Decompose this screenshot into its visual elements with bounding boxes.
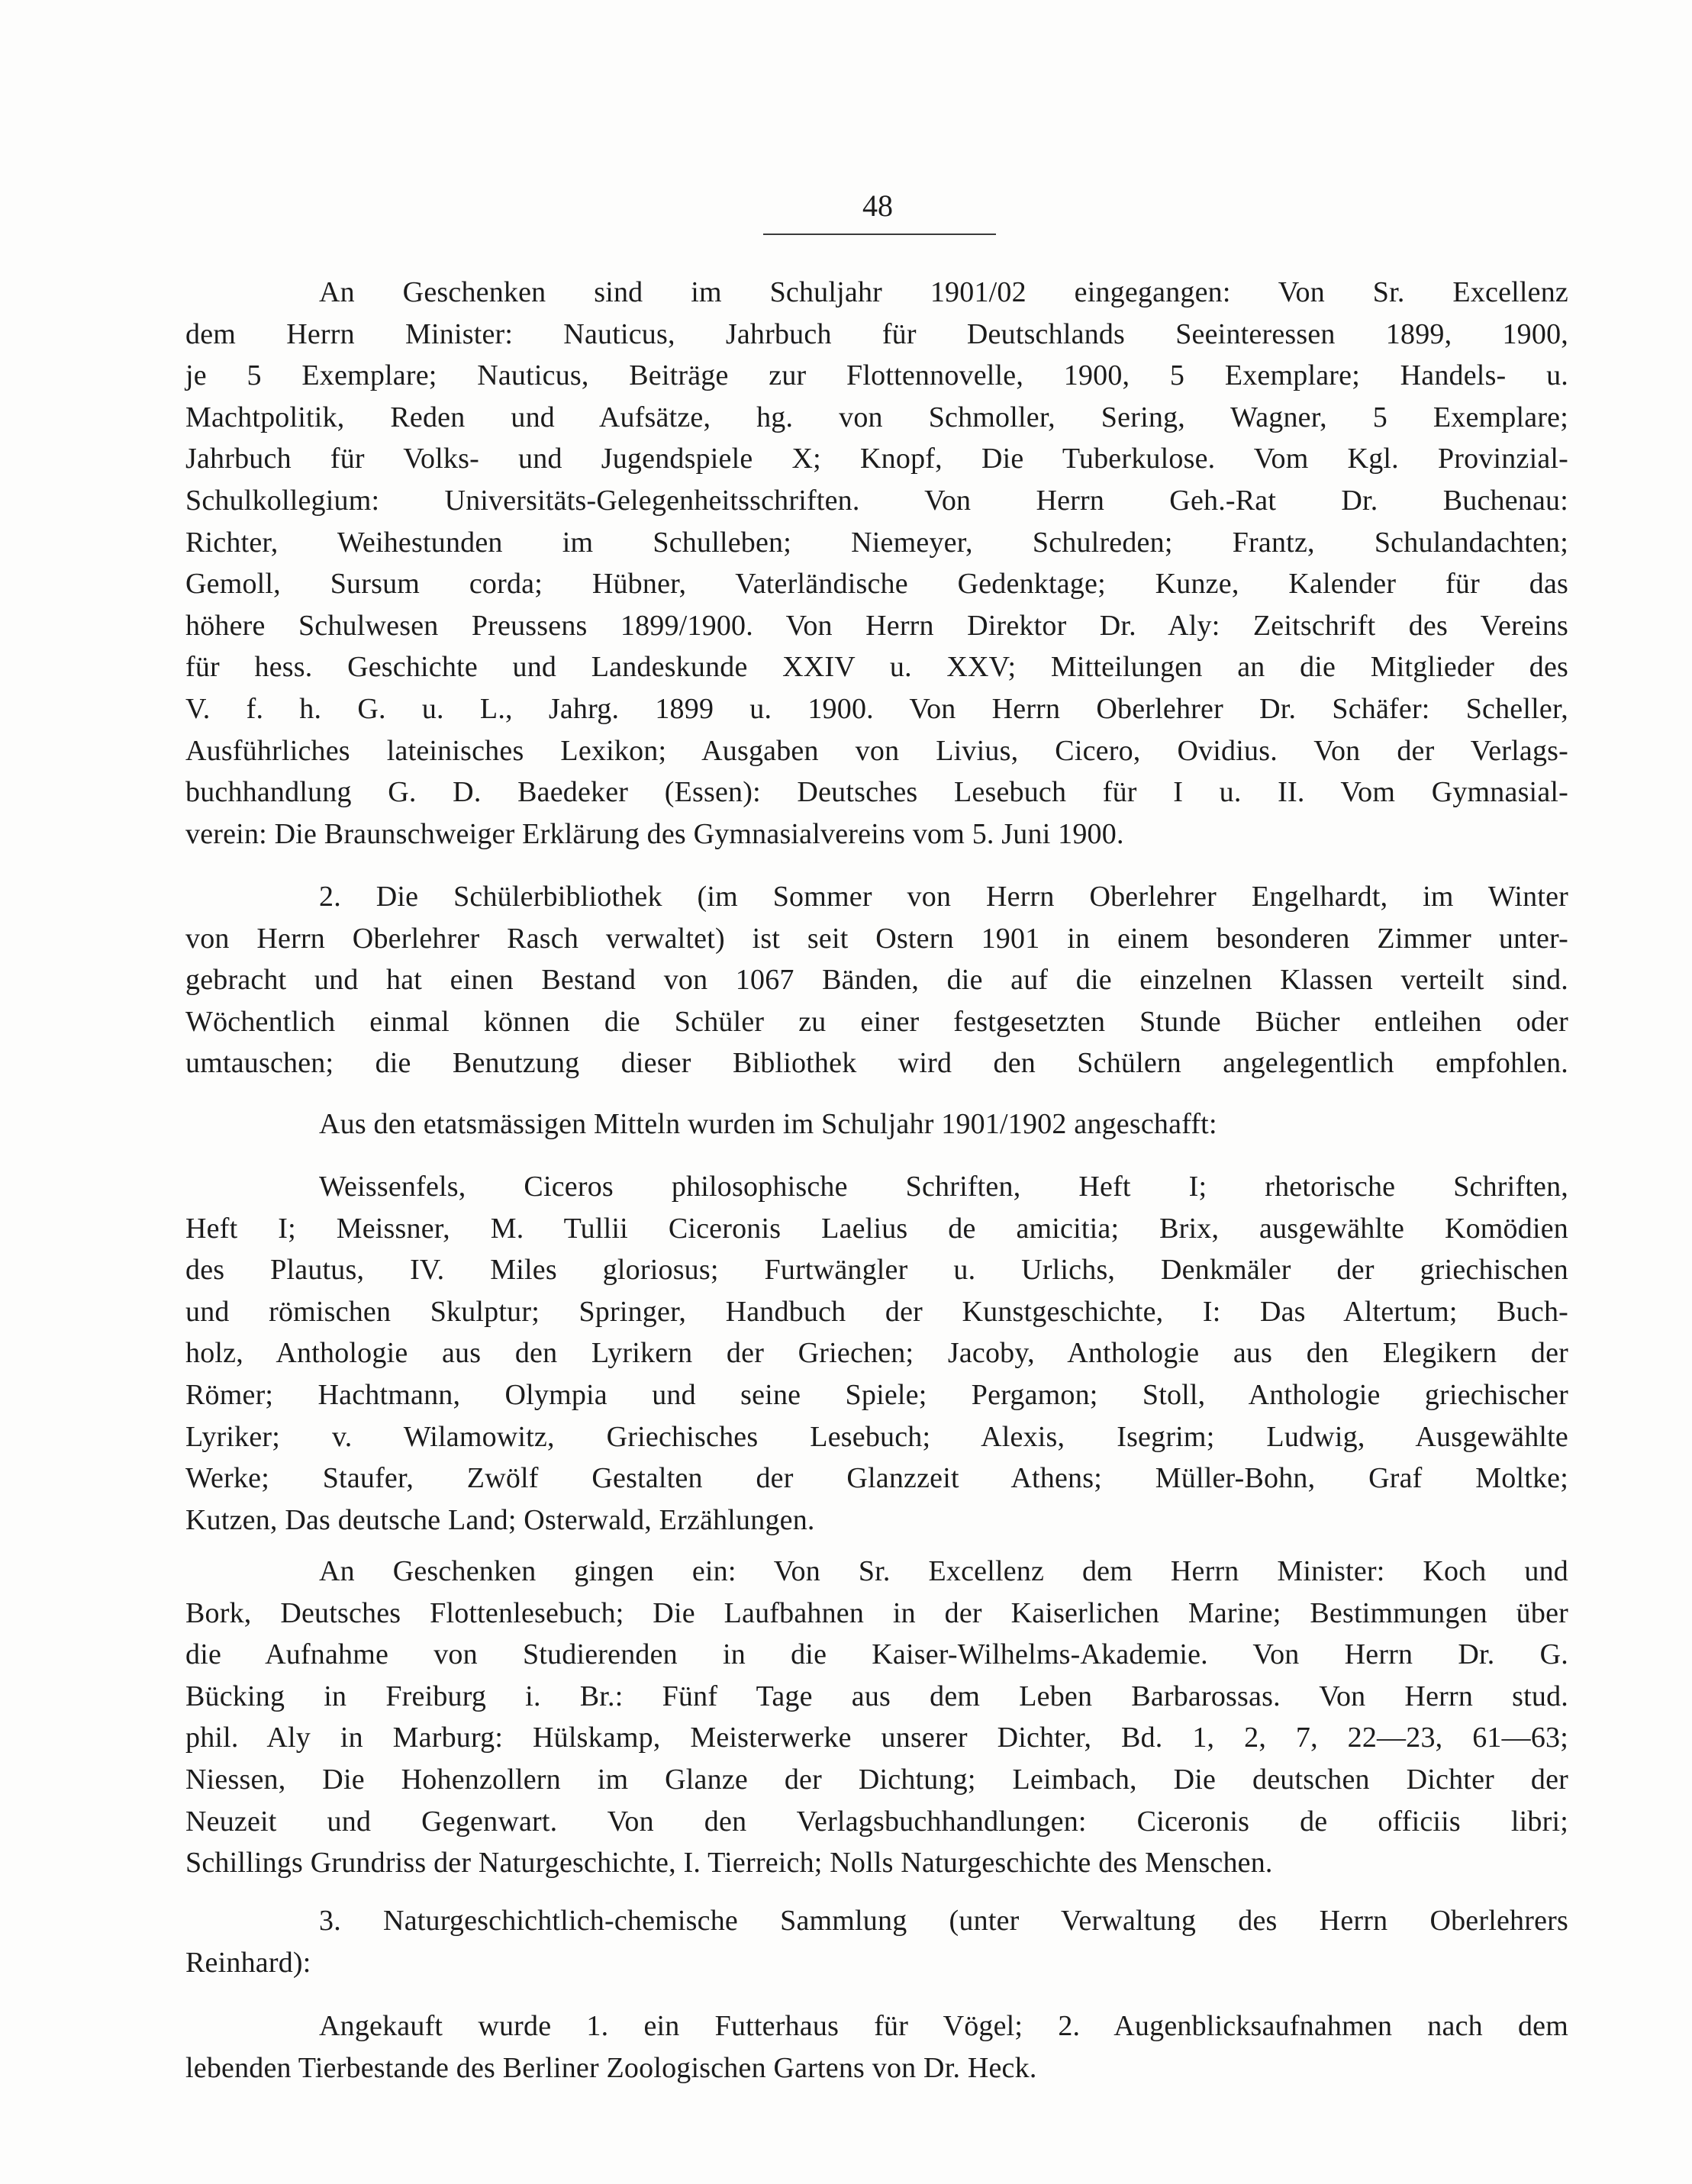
paragraph-gifts-received [185,1551,1568,1884]
text-line: Werke; Staufer, Zwölf Gestalten der Glanzzeit Athens; Müller-Bohn, Graf Moltke; [185,1462,1568,1495]
text-line: Niessen, Die Hohenzollern im Glanze der Dichtung; Leimbach, Die deutschen Dichter der [185,1763,1568,1796]
text-line: Schulkollegium: Universitäts-Gelegenheitsschriften. Von Herrn Geh.-Rat Dr. Buchenau: [185,484,1568,517]
text-line: Neuzeit und Gegenwart. Von den Verlagsbuchhandlungen: Ciceronis de officiis libri; [185,1805,1568,1838]
text-line: holz, Anthologie aus den Lyrikern der Griechen; Jacoby, Anthologie aus den Elegikern der [185,1337,1568,1370]
text-line: 2. Die Schülerbibliothek (im Sommer von Herrn Oberlehrer Engelhardt, im Winter [319,881,1568,913]
text-line: von Herrn Oberlehrer Rasch verwaltet) ist seit Ostern 1901 in einem besonderen Zimmer unter- [185,922,1568,955]
text-line: An Geschenken sind im Schuljahr 1901/02 eingegangen: Von Sr. Excellenz [319,276,1568,308]
text-line: Wöchentlich einmal können die Schüler zu einer festgesetzten Stunde Bücher entleihen oder [185,1005,1568,1038]
text-line: verein: Die Braunschweiger Erklärung des Gymnasialvereins vom 5. Juni 1900. [185,817,1124,850]
text-line: Jahrbuch für Volks- und Jugendspiele X; Knopf, Die Tuberkulose. Vom Kgl. Provinzial- [185,443,1568,475]
text-line: An Geschenken gingen ein: Von Sr. Excellenz dem Herrn Minister: Koch und [319,1555,1568,1587]
text-line: und römischen Skulptur; Springer, Handbuch der Kunstgeschichte, I: Das Altertum; Buch- [185,1295,1568,1328]
text-line: Lyriker; v. Wilamowitz, Griechisches Lesebuch; Alexis, Isegrim; Ludwig, Ausgewählte [185,1420,1568,1453]
text-line: des Plautus, IV. Miles gloriosus; Furtwängler u. Urlichs, Denkmäler der griechischen [185,1254,1568,1287]
text-line: gebracht und hat einen Bestand von 1067 Bänden, die auf die einzelnen Klassen verteilt sind. [185,964,1568,997]
text-line: V. f. h. G. u. L., Jahrg. 1899 u. 1900. Von Herrn Oberlehrer Dr. Schäfer: Scheller, [185,692,1568,725]
text-line: Aus den etatsmässigen Mitteln wurden im Schuljahr 1901/1902 angeschafft: [319,1108,1217,1140]
paragraph-naturgeschichte-sammlung [185,1900,1568,1983]
text-line: die Aufnahme von Studierenden in die Kaiser-Wilhelms-Akademie. Von Herrn Dr. G. [185,1638,1568,1671]
text-line: Angekauft wurde 1. ein Futterhaus für Vögel; 2. Augenblicksaufnahmen nach dem [319,2010,1568,2042]
paragraph-angekauft [185,2005,1568,2089]
paragraph-acquisitions-list [185,1166,1568,1541]
text-line: phil. Aly in Marburg: Hülskamp, Meisterwerke unserer Dichter, Bd. 1, 2, 7, 22—23, 61—63; [185,1722,1568,1754]
text-line: höhere Schulwesen Preussens 1899/1900. Von Herrn Direktor Dr. Aly: Zeitschrift des Vereins [185,609,1568,642]
text-line: Römer; Hachtmann, Olympia und seine Spiele; Pergamon; Stoll, Anthologie griechischer [185,1378,1568,1411]
paragraph-schuelerbibliothek [185,876,1568,1084]
header-rule [763,234,996,235]
paragraph-gifts-1901 [185,272,1568,855]
text-line: dem Herrn Minister: Nauticus, Jahrbuch für Deutschlands Seeinteressen 1899, 1900, [185,317,1568,350]
text-line: Reinhard): [185,1946,311,1979]
paragraph-etat-intro [185,1103,1568,1145]
text-line: Machtpolitik, Reden und Aufsätze, hg. von Schmoller, Sering, Wagner, 5 Exemplare; [185,401,1568,433]
text-line: für hess. Geschichte und Landeskunde XXIV u. XXV; Mitteilungen an die Mitglieder des [185,651,1568,684]
text-line: Bücking in Freiburg i. Br.: Fünf Tage aus dem Leben Barbarossas. Von Herrn stud. [185,1680,1568,1712]
text-line: lebenden Tierbestande des Berliner Zoologischen Gartens von Dr. Heck. [185,2051,1037,2084]
text-line: Gemoll, Sursum corda; Hübner, Vaterländische Gedenktage; Kunze, Kalender für das [185,568,1568,601]
text-line: Ausführliches lateinisches Lexikon; Ausgaben von Livius, Cicero, Ovidius. Von der Verlags- [185,734,1568,767]
text-line: umtauschen; die Benutzung dieser Bibliothek wird den Schülern angelegentlich empfohlen. [185,1047,1568,1080]
text-line: buchhandlung G. D. Baedeker (Essen): Deutsches Lesebuch für I u. II. Vom Gymnasial- [185,776,1568,809]
text-line: je 5 Exemplare; Nauticus, Beiträge zur Flottennovelle, 1900, 5 Exemplare; Handels- u. [185,359,1568,392]
text-line: Kutzen, Das deutsche Land; Osterwald, Erzählungen. [185,1503,815,1536]
text-line: Weissenfels, Ciceros philosophische Schriften, Heft I; rhetorische Schriften, [319,1171,1568,1203]
text-line: 3. Naturgeschichtlich-chemische Sammlung (unter Verwaltung des Herrn Oberlehrers [319,1905,1568,1937]
text-line: Schillings Grundriss der Naturgeschichte, I. Tierreich; Nolls Naturgeschichte des Menschen. [185,1847,1273,1880]
text-line: Bork, Deutsches Flottenlesebuch; Die Laufbahnen in der Kaiserlichen Marine; Bestimmungen über [185,1596,1568,1629]
text-line: Richter, Weihestunden im Schulleben; Niemeyer, Schulreden; Frantz, Schulandachten; [185,526,1568,559]
text-line: Heft I; Meissner, M. Tullii Ciceronis Laelius de amicitia; Brix, ausgewählte Komödien [185,1212,1568,1245]
page-number: 48 [862,188,893,223]
